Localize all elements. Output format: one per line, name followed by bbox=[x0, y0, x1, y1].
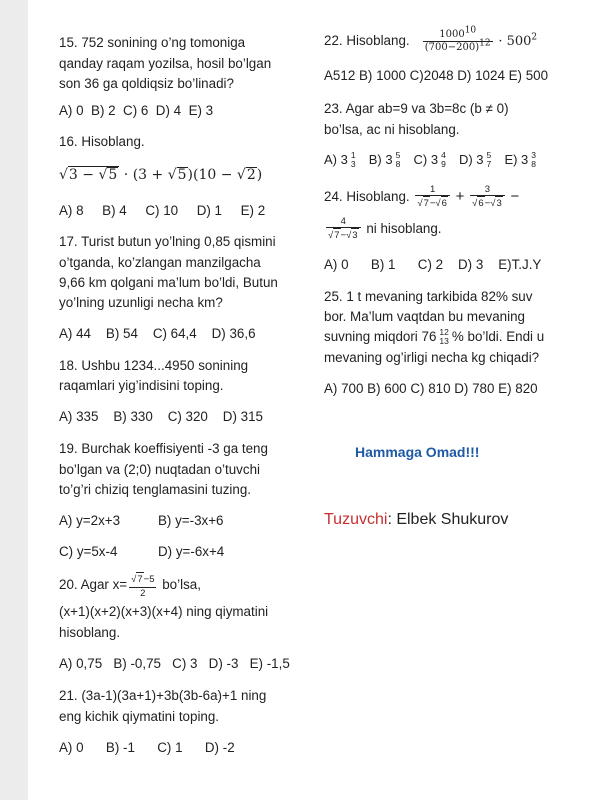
q25-line-2: bor. Ma’lum vaqtdan bu mevaning bbox=[324, 309, 525, 324]
q23-c-num: 4 bbox=[441, 150, 446, 160]
q18-option-b: B) 330 bbox=[113, 409, 153, 424]
q24-option-d: D) 3 bbox=[457, 257, 484, 272]
q21-option-b: B) -1 bbox=[105, 740, 135, 755]
author-label: Tuzuvchi bbox=[324, 511, 388, 528]
q16-expression: √3 − √5 · (3 + √5)(10 − √2) bbox=[59, 167, 263, 183]
q23-option-d-label: D) 3 bbox=[458, 152, 484, 167]
q22-line-1 bbox=[324, 26, 537, 57]
q18-option-c: C) 320 bbox=[167, 409, 208, 424]
q20-fraction: $\frac{√7-5}{2}$ bbox=[131, 574, 155, 599]
q24-f1-den-a: 7 bbox=[423, 197, 429, 209]
q19-option-c: C) y=5x-4 bbox=[59, 544, 118, 559]
q22-prefix: 22. Hisoblang. bbox=[324, 33, 410, 48]
q25-line3-suffix: % bo’ldi. Endi u bbox=[451, 329, 545, 344]
q18-option-d: D) 315 bbox=[222, 409, 263, 424]
q16-option-e: E) 2 bbox=[240, 203, 266, 218]
q24-fraction-1: $\frac{1}{√7-√6}$ bbox=[415, 184, 450, 211]
q24-option-b: B) 1 bbox=[370, 257, 396, 272]
q17-option-a: A) 44 bbox=[59, 326, 92, 341]
q20-option-b: B) -0,75 bbox=[113, 656, 161, 671]
q23-option-b bbox=[369, 148, 403, 172]
q19-option-a: A) y=2x+3 bbox=[59, 513, 121, 528]
q20-frac-den: 2 bbox=[140, 588, 146, 599]
q24-f3-den-b: 3 bbox=[352, 229, 358, 241]
q16-p1-root: 5 bbox=[177, 167, 187, 183]
author-line bbox=[324, 510, 508, 530]
q18-line-2: raqamlari yig’indisini toping. bbox=[59, 378, 224, 393]
q16-option-b: B) 4 bbox=[102, 203, 127, 218]
q20-option-a: A) 0,75 bbox=[59, 656, 103, 671]
q23-options bbox=[324, 148, 538, 172]
q22-num-exp: 10 bbox=[464, 25, 477, 36]
q23-option-c-label: C) 3 bbox=[413, 152, 439, 167]
q23-b-den: 8 bbox=[395, 159, 401, 169]
worksheet-page bbox=[28, 0, 611, 800]
q23-e-num: 3 bbox=[531, 150, 537, 160]
q15-option-d: D) 4 bbox=[155, 103, 182, 118]
q21-line-2: eng kichik qiymatini toping. bbox=[59, 709, 220, 724]
q20-prefix: 20. Agar x= bbox=[59, 577, 128, 593]
q23-a-num: 1 bbox=[350, 150, 356, 160]
q25-options: A) 700 B) 600 C) 810 D) 780 E) 820 bbox=[324, 381, 538, 396]
q16-outer-radicand: 3 − √5 bbox=[68, 167, 118, 183]
q20-line-1 bbox=[59, 572, 201, 599]
q24-line-2 bbox=[324, 214, 442, 244]
q22-fraction bbox=[423, 25, 493, 54]
q15-line-2: qanday raqam yozilsa, hosil bo’lgan bbox=[59, 56, 272, 71]
q19-line-1: 19. Burchak koeffisiyenti -3 ga teng bbox=[59, 441, 268, 456]
q16-p1-right: ) bbox=[187, 167, 193, 183]
q17-option-b: B) 54 bbox=[105, 326, 138, 341]
q23-option-c bbox=[414, 148, 448, 172]
q24-fraction-2: $\frac{3}{√6-√3}$ bbox=[470, 184, 505, 211]
q24-f3-num: 4 bbox=[326, 216, 361, 228]
q23-d-den: 7 bbox=[486, 159, 492, 169]
q20-options bbox=[59, 656, 290, 672]
q15-option-a: A) 0 bbox=[59, 103, 84, 118]
q18-options bbox=[59, 409, 263, 425]
q17-line-2: o’tganda, ko’zlangan manzilgacha bbox=[59, 255, 261, 270]
q23-c-den: 9 bbox=[441, 159, 446, 169]
q19-line-2: bo’lgan va (2;0) nuqtadan o’tuvchi bbox=[59, 462, 260, 477]
q25-line-4: mevaning og’irligi necha kg chiqadi? bbox=[324, 350, 540, 365]
q16-option-a: A) 8 bbox=[59, 203, 84, 218]
q17-option-c: C) 64,4 bbox=[152, 326, 197, 341]
author-name: : Elbek Shukurov bbox=[387, 511, 509, 528]
q20-option-d: D) -3 bbox=[208, 656, 239, 671]
q23-a-den: 3 bbox=[350, 159, 356, 169]
q20-suffix: bo’lsa, bbox=[162, 577, 201, 593]
q15-option-e: E) 3 bbox=[188, 103, 214, 118]
q21-option-d: D) -2 bbox=[204, 740, 235, 755]
q19-option-b: B) y=-3x+6 bbox=[158, 513, 224, 528]
q23-d-num: 5 bbox=[486, 150, 492, 160]
q24-f3-den-a: 7 bbox=[334, 229, 340, 241]
q21-options bbox=[59, 740, 235, 756]
q16-dot: · bbox=[123, 167, 129, 183]
q17-line-1: 17. Turist butun yo’lning 0,85 qismini bbox=[59, 234, 276, 249]
q24-f1-den-b: 6 bbox=[441, 197, 447, 209]
q16-title: 16. Hisoblang. bbox=[59, 134, 145, 149]
q23-b-num: 5 bbox=[395, 150, 401, 160]
q20-frac-num-root: 7 bbox=[137, 574, 143, 585]
q24-option-e: E)T.J.Y bbox=[498, 257, 542, 272]
q16-p1-left: (3 + bbox=[132, 167, 168, 183]
q23-line-1: 23. Agar ab=9 va 3b=8c (b ≠ 0) bbox=[324, 101, 509, 116]
q23-option-a bbox=[324, 148, 358, 172]
q15-options bbox=[59, 103, 213, 119]
q23-option-d bbox=[459, 148, 493, 172]
q23-e-den: 8 bbox=[531, 159, 537, 169]
q16-options bbox=[59, 203, 265, 219]
q17-options bbox=[59, 326, 256, 342]
q25-line-3 bbox=[324, 325, 544, 349]
q17-line-4: yo’lning uzunligi necha km? bbox=[59, 295, 223, 310]
q16-option-d: D) 1 bbox=[196, 203, 223, 218]
q15-option-c: C) 6 bbox=[123, 103, 149, 118]
q25-line3-prefix: suvning miqdori 76 bbox=[324, 329, 437, 344]
q20-option-e: E) -1,5 bbox=[249, 656, 290, 671]
q24-line-1: 24. Hisoblang. $\frac{1}{√7-√6}$ + $\frac{3}{√6-√3}$ − bbox=[324, 183, 520, 209]
q25-line-1: 25. 1 t mevaning tarkibida 82% suv bbox=[324, 289, 533, 304]
q20-option-c: C) 3 bbox=[172, 656, 198, 671]
q23-option-b-label: B) 3 bbox=[368, 152, 393, 167]
q19-line-3: to’g’ri chiziq tenglamasini tuzing. bbox=[59, 482, 252, 497]
q16-p2-root: 2 bbox=[246, 167, 256, 183]
q24-f2-num: 3 bbox=[470, 184, 505, 196]
q24-option-c: C) 2 bbox=[417, 257, 444, 272]
q23-option-e bbox=[504, 148, 538, 172]
q23-option-a-label: A) 3 bbox=[324, 152, 348, 167]
q21-line-1: 21. (3a-1)(3a+1)+3b(3b-6a)+1 ning bbox=[59, 688, 267, 703]
q15-option-b: B) 2 bbox=[91, 103, 116, 118]
good-luck-message: Hammaga Omad!!! bbox=[355, 444, 480, 460]
q22-options: A512 B) 1000 C)2048 D) 1024 E) 500 bbox=[324, 68, 549, 83]
q24-suffix: ni hisoblang. bbox=[366, 221, 442, 236]
q18-option-a: A) 335 bbox=[59, 409, 99, 424]
q16-p2-left: (10 − bbox=[193, 167, 237, 183]
q20-frac-num-rest: −5 bbox=[143, 574, 155, 585]
q24-options bbox=[324, 257, 541, 273]
q15-line-3: son 36 ga qoldiqsiz bo’linadi? bbox=[59, 76, 234, 91]
q19-option-d: D) y=-6x+4 bbox=[158, 544, 225, 559]
q20-line-3: hisoblang. bbox=[59, 625, 121, 640]
q22-den: (700−200) bbox=[424, 41, 480, 53]
q16-inner-5: 5 bbox=[108, 167, 118, 183]
q24-fraction-3: $\frac{4}{√7-√3}$ bbox=[326, 216, 361, 243]
q22-den-exp: 12 bbox=[479, 38, 491, 49]
q16-outer-3: 3 bbox=[68, 167, 78, 183]
q22-tail: · 500 bbox=[498, 34, 532, 49]
q23-option-e-label: E) 3 bbox=[504, 152, 529, 167]
q24-prefix: 24. Hisoblang. bbox=[324, 189, 410, 204]
q16-option-c: C) 10 bbox=[145, 203, 179, 218]
q15-line-1: 15. 752 sonining o’ng tomoniga bbox=[59, 35, 246, 50]
q20-line-2: (x+1)(x+2)(x+3)(x+4) ning qiymatini bbox=[59, 604, 269, 619]
q17-line-3: 9,66 km qolgani ma’lum bo’ldi, Butun bbox=[59, 275, 278, 290]
q23-line-2: bo’lsa, ac ni hisoblang. bbox=[324, 122, 460, 137]
q24-option-a: A) 0 bbox=[324, 257, 349, 272]
q17-option-d: D) 36,6 bbox=[211, 326, 256, 341]
q21-option-a: A) 0 bbox=[59, 740, 84, 755]
q24-f2-den-a: 6 bbox=[478, 197, 484, 209]
q25-frac-den: 13 bbox=[439, 336, 449, 347]
q24-f1-num: 1 bbox=[415, 184, 450, 196]
q24-f2-den-b: 3 bbox=[496, 197, 502, 209]
q25-frac-num: 12 bbox=[439, 327, 449, 338]
q22-num: 1000 bbox=[439, 28, 465, 40]
q21-option-c: C) 1 bbox=[157, 740, 183, 755]
q16-p2-right: ) bbox=[256, 167, 263, 183]
q22-tail-exp: 2 bbox=[531, 32, 538, 43]
q18-line-1: 18. Ushbu 1234...4950 sonining bbox=[59, 358, 249, 373]
